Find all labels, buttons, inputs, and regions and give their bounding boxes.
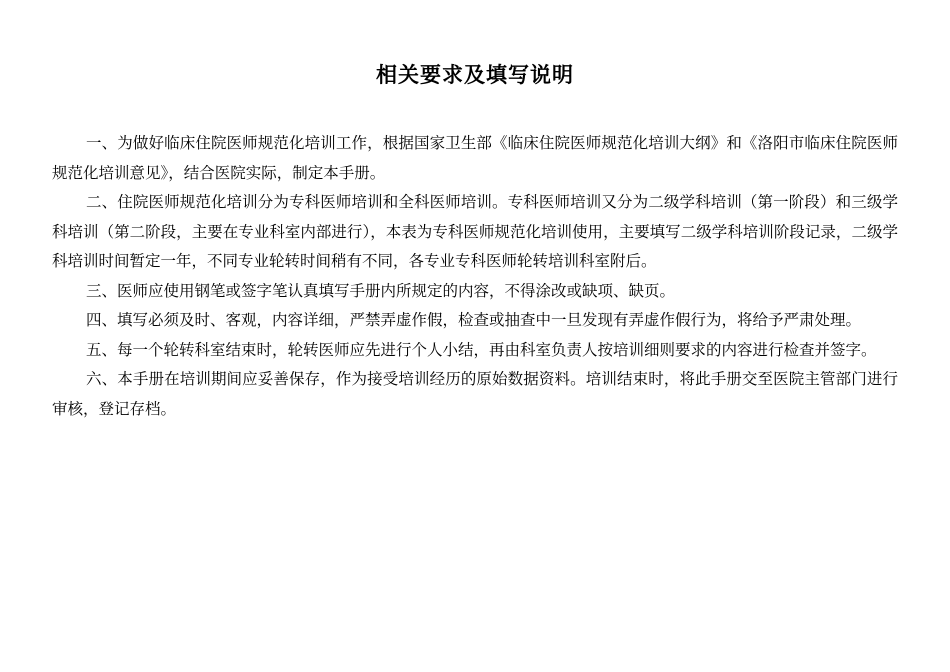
paragraph-2: 二、住院医师规范化培训分为专科医师培训和全科医师培训。专科医师培训又分为二级学科培训（第一阶段）和三级学科培训（第二阶段，主要在专业科室内部进行），本表为专科医师规范化培训使用，主要填写二级学科培训阶段记录，二级学科培训时间暂定一年，不同专业轮转时间稍有不同，各专业专科医师轮转培训科室附后。: [52, 193, 898, 270]
paragraph-3: 三、医师应使用钢笔或签字笔认真填写手册内所规定的内容，不得涂改或缺项、缺页。: [86, 281, 676, 300]
paragraph-6: 六、本手册在培训期间应妥善保存，作为接受培训经历的原始数据资料。培训结束时，将此手册交至医院主管部门进行审核，登记存档。: [52, 370, 898, 418]
paragraph-5: 五、每一个轮转科室结束时，轮转医师应先进行个人小结，再由科室负责人按培训细则要求的内容进行检查并签字。: [86, 340, 877, 359]
document-body: [52, 129, 898, 424]
paragraph-4: 四、填写必须及时、客观，内容详细，严禁弄虚作假，检查或抽查中一旦发现有弄虚作假行为，将给予严肃处理。: [86, 311, 862, 329]
paragraph-1: 一、为做好临床住院医师规范化培训工作，根据国家卫生部《临床住院医师规范化培训大纲》和《洛阳市临床住院医师规范化培训意见》，结合医院实际，制定本手册。: [52, 134, 898, 182]
page-title: 相关要求及填写说明: [376, 63, 574, 87]
